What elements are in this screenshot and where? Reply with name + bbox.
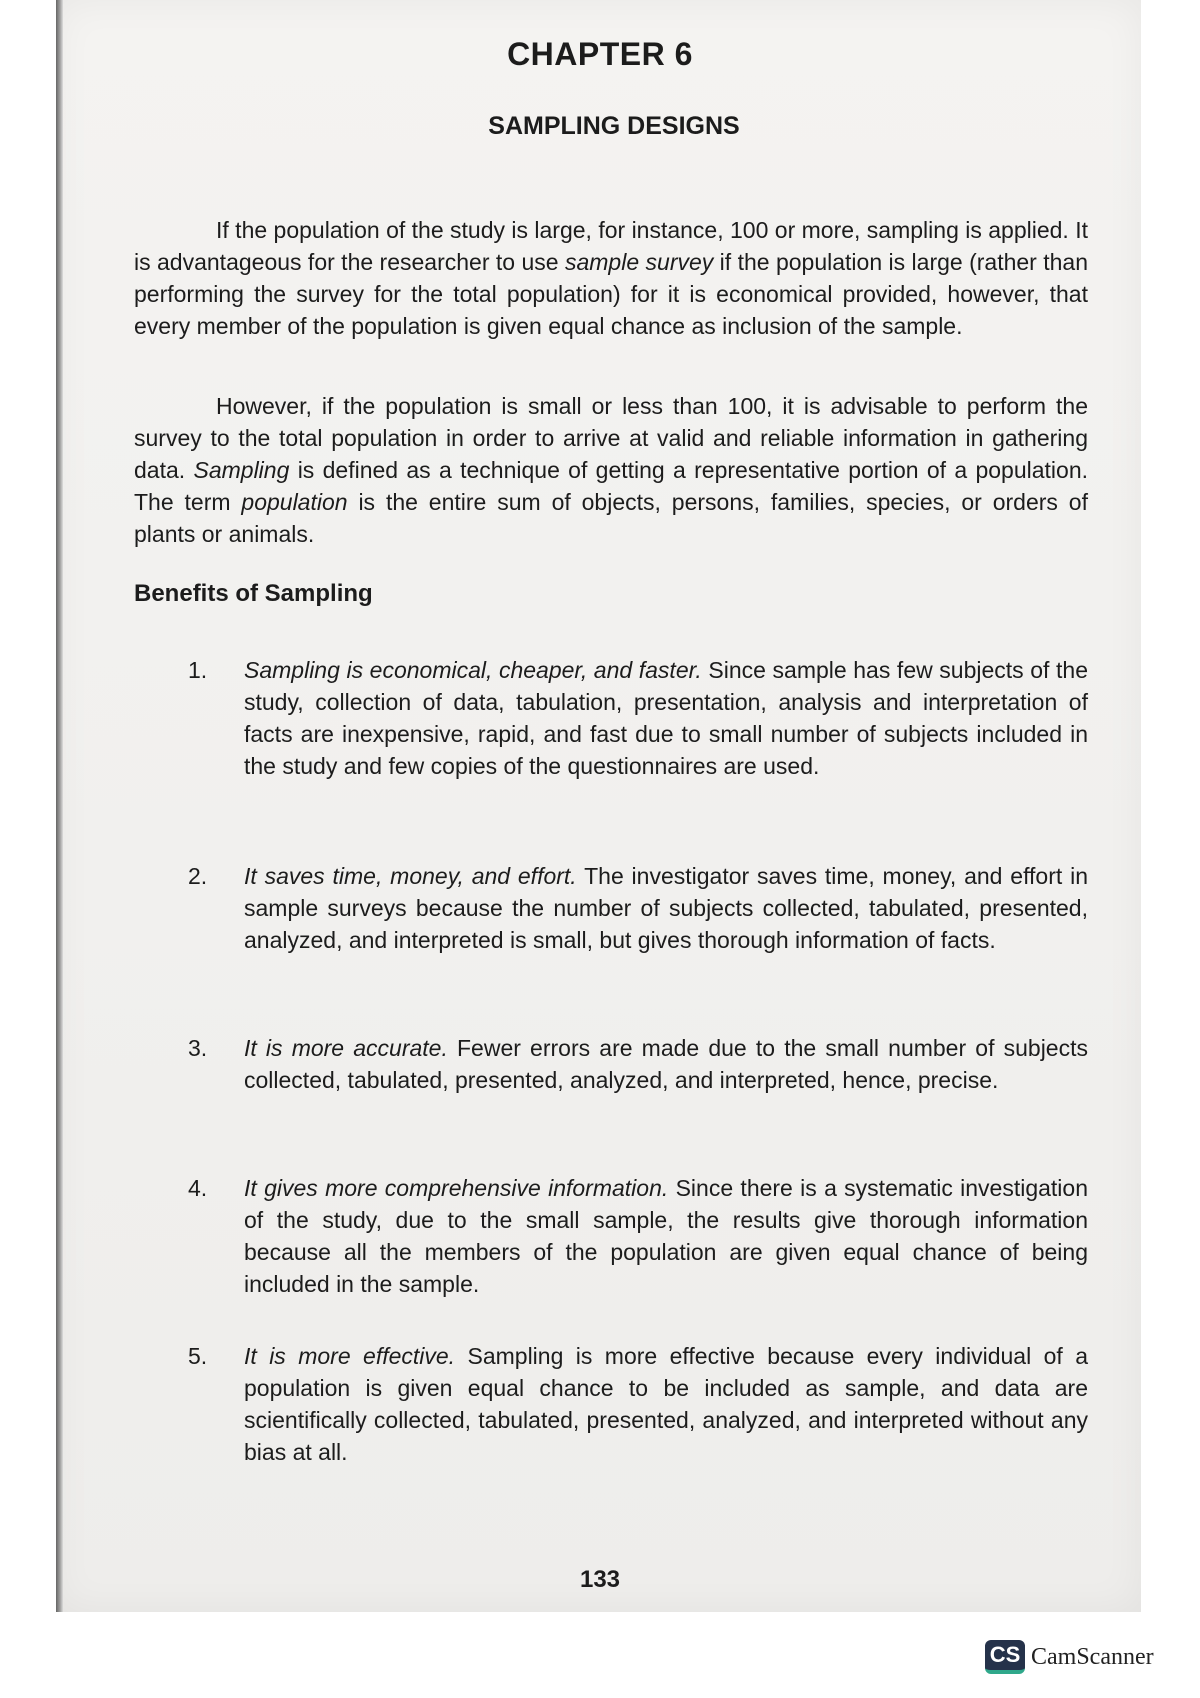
benefit-number: 2. [188, 863, 208, 889]
benefit-text: It saves time, money, and effort. The investigator saves time, money, and effort in sample surveys because the number of subjects collected, tabulated, presented, analyzed, and interpreted is small, but gives thorough information of facts. [244, 863, 1088, 953]
intro-paragraph-2: However, if the population is small or less than 100, it is advisable to perform the survey to the total population in order to arrive at valid and reliable information in gathering data. Sampling is defined as a technique of getting a representative portion of a population. The term population is the entire sum of objects, persons, families, species, or orders of plants or animals. [134, 393, 1089, 547]
benefit-text: It gives more comprehensive information. Since there is a systematic investigation of the study, due to the small sample, the results give thorough information because all the members of the population are given equal chance of being included in the sample. [244, 1175, 1088, 1297]
benefit-number: 1. [188, 657, 208, 683]
emphasis-sample-survey: sample survey [564, 249, 714, 275]
camscanner-logo-icon: CS [985, 1640, 1025, 1674]
book-binding-edge [56, 0, 63, 1612]
emphasis-sampling: Sampling [193, 457, 290, 483]
section-title: SAMPLING DESIGNS [488, 112, 740, 140]
page-number: 133 [579, 1566, 621, 1593]
benefit-text: It is more effective. Sampling is more effective because every individual of a population is given equal chance to be included as sample, and data are scientifically collected, tabulated, presented, analyzed, and interpreted without any bias at all. [244, 1343, 1088, 1465]
benefits-heading: Benefits of Sampling [134, 580, 373, 607]
benefit-number: 3. [188, 1035, 208, 1061]
benefit-text: Sampling is economical, cheaper, and faster. Since sample has few subjects of the study, collection of data, tabulation, presentation, analysis and interpretation of facts are inexpensive, rapid, and fast due to small number of subjects included in the study and few copies of the questionnaires are used. [244, 657, 1088, 779]
benefit-text: It is more accurate. Fewer errors are made due to the small number of subjects collected, tabulated, presented, analyzed, and interpreted, hence, precise. [244, 1035, 1088, 1093]
emphasis-population: population [241, 489, 348, 515]
camscanner-label: CamScanner [1031, 1643, 1154, 1670]
intro-paragraph-1: If the population of the study is large, for instance, 100 or more, sampling is applied. It is advantageous for the researcher to use sample survey if the population is large (rather than performing the survey for the total population) for it is economical provided, however, that every member of the population is given equal chance as inclusion of the sample. [134, 217, 1088, 339]
chapter-title: CHAPTER 6 [507, 36, 693, 72]
camscanner-watermark [985, 1640, 1154, 1674]
benefit-number: 5. [188, 1343, 208, 1369]
benefit-number: 4. [188, 1175, 208, 1201]
